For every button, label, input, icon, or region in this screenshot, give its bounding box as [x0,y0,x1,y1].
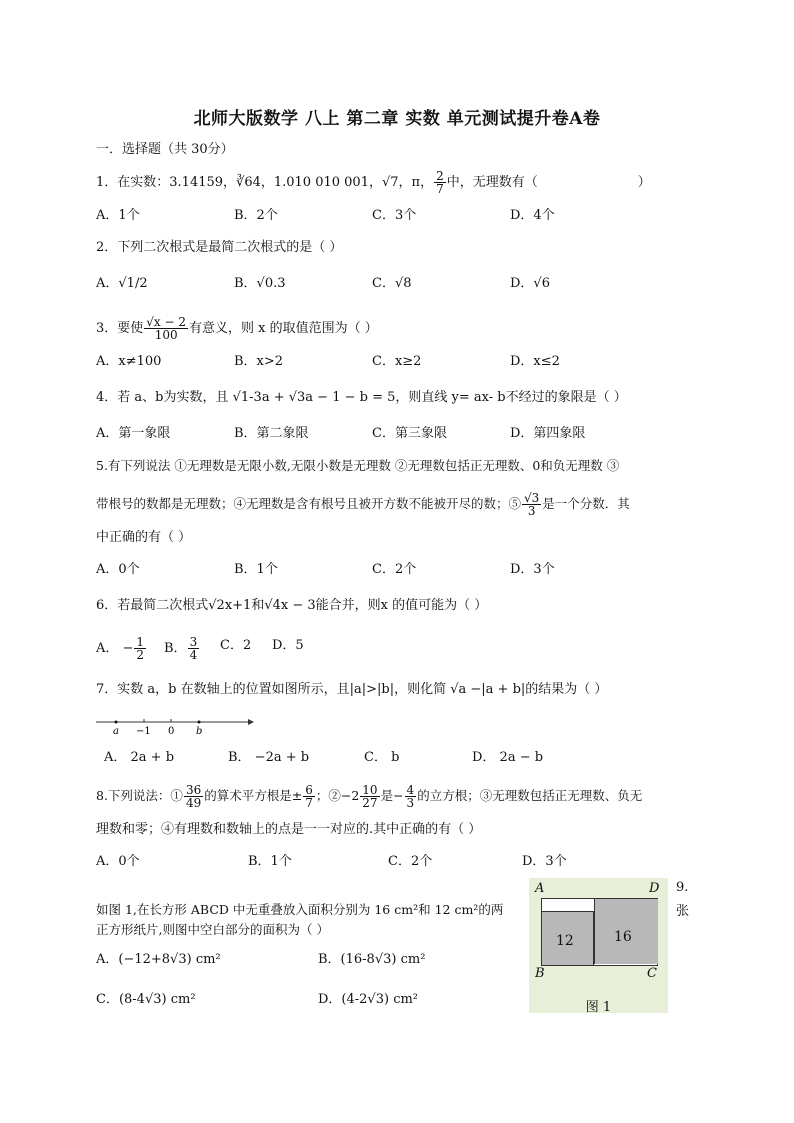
question-1 [96,170,698,195]
rectangle-abcd [541,898,658,966]
option-a[interactable]: A． 2a + b [104,750,175,765]
question-9-line-1: 如图 1,在长方形 ABCD 中无重叠放入面积分别为 16 cm²和 12 cm²的两 [96,902,504,917]
q5-fraction: $\frac{√3}{3}$ [524,491,540,518]
option-b[interactable]: B．1个 [234,562,278,577]
option-a[interactable]: A．0个 [96,854,140,869]
q1-text: ，1.010 010 001， [260,175,382,190]
option-a[interactable]: A．0个 [96,562,140,577]
option-d[interactable]: D．第四象限 [510,426,586,441]
page-title: 北师大版数学 八上 第二章 实数 单元测试提升卷A卷 [193,109,601,129]
option-b[interactable]: B．2个 [234,208,278,223]
q1-text: 中，无理数有（ [446,175,538,190]
option-d[interactable]: D．(4-2√3) cm² [318,992,419,1007]
q9-number: 9. [676,880,689,895]
q4-options [96,424,696,444]
option-b[interactable]: B．1个 [248,854,292,869]
q8-fraction: $\frac{10}{27}$ [362,783,378,810]
q1-text: ，π， [398,175,434,190]
q6-options [96,635,696,662]
q1-cbrt: ∛64 [236,175,261,190]
option-c[interactable]: C．x≥2 [372,354,422,369]
option-b[interactable]: B．x>2 [234,354,284,369]
option-a[interactable]: A．(−12+8√3) cm² [96,952,221,967]
q7-options [104,748,704,768]
question-2: 2．下列二次根式是最简二次根式的是（ ） [96,240,343,255]
corner-d-label: D [649,881,660,896]
option-c[interactable]: C．3个 [372,208,417,223]
q5-text: 是一个分数．其 [542,496,630,511]
q1-text: ） [637,175,651,190]
option-a[interactable]: A．第一象限 [96,426,171,441]
option-a[interactable]: A．x≠100 [96,354,162,369]
question-5-line-3: 中正确的有（ ） [96,530,192,545]
figure-caption: 图 1 [585,1000,612,1015]
area-12-label: 12 [556,933,574,949]
number-line-diagram [96,712,256,742]
option-c[interactable]: C．2个 [372,562,417,577]
q3-text: 3．要使 [96,321,144,336]
question-6: 6．若最简二次根式√2x+1和√4x − 3能合并，则x 的值可能为（ ） [96,598,488,613]
q8-options [96,852,696,872]
section-heading: 一．选择题（共 30分） [96,142,234,157]
option-b[interactable]: B．√0.3 [234,276,286,291]
q8-fraction: $\frac{4}{3}$ [406,783,415,810]
option-b[interactable]: B． −2a + b [228,750,310,765]
option-d[interactable]: D．x≤2 [510,354,560,369]
option-c[interactable]: C．2个 [388,854,433,869]
corner-b-label: B [535,966,545,981]
option-c[interactable]: C．2 [220,638,252,653]
option-d[interactable]: D．3个 [510,562,555,577]
q1-options [96,206,696,226]
option-c[interactable]: C．√8 [372,276,412,291]
axis-label-b: b [196,726,203,737]
option-d[interactable]: D．√6 [510,276,550,291]
q5-text: 带根号的数都是无理数；④无理数是含有根号且被开方数不能被开尽的数；⑤ [96,496,522,511]
question-8-line-1: 8.下列说法：① $\frac{36}{49}$ 的算术平方根是± $\frac{6}{7}$ ；②−2 $\frac{10}{27}$ 是− $\frac{4}{3}$ 的立方根；③无理数包括正无理数、负无 [96,783,643,810]
option-c[interactable]: C．第三象限 [372,426,447,441]
q3-options [96,352,696,372]
corner-c-label: C [647,966,657,981]
q3-text: 有意义，则 x 的取值范围为（ ） [189,321,378,336]
q3-fraction: $\frac{√x - 2}{100}$ [146,315,187,342]
q1-fraction: $\frac{2}{7}$ [436,169,444,196]
axis-label-neg1: −1 [136,726,151,737]
question-5-line-1: 5.有下列说法 ①无理数是无限小数,无限小数是无理数 ②无理数包括正无理数、0和负无理数 ③ [96,458,620,473]
q1-sqrt7: √7 [381,175,399,190]
question-5-line-2 [96,492,698,517]
option-d[interactable]: D．5 [272,638,304,653]
option-d[interactable]: D． 2a − b [472,750,544,765]
question-9-line-2: 正方形纸片,则图中空白部分的面积为（ ） [96,922,329,937]
axis-label-a: a [113,726,119,737]
area-16-label: 16 [614,929,632,945]
q8-fraction: $\frac{6}{7}$ [305,783,313,810]
corner-a-label: A [535,881,545,896]
option-b[interactable]: B．(16-8√3) cm² [318,952,426,967]
axis-label-zero: 0 [168,726,175,737]
option-a[interactable]: A．√1/2 [96,276,148,291]
option-a[interactable]: A． − $\frac{1}{2}$ [96,635,145,662]
option-a[interactable]: A．1个 [96,208,140,223]
question-3 [96,316,698,341]
question-8-line-2: 理数和零；④有理数和数轴上的点是一一对应的.其中正确的有（ ） [96,822,482,837]
q8-fraction: $\frac{36}{49}$ [185,783,202,810]
option-c[interactable]: C． b [364,750,400,765]
q1-text: 1．在实数：3.14159， [96,175,237,190]
q9-continuation: 张 [676,904,690,919]
q5-options [96,560,696,580]
question-4: 4．若 a、b为实数，且 √1-3a + √3a − 1 − b = 5，则直线 y= ax- b不经过的象限是（ ） [96,390,627,405]
option-b[interactable]: B．第二象限 [234,426,309,441]
option-b[interactable]: B． $\frac{3}{4}$ [164,635,198,662]
question-7: 7．实数 a，b 在数轴上的位置如图所示，且|a|>|b|，则化简 √a −|a + b|的结果为（ ） [96,682,608,697]
option-d[interactable]: D．3个 [522,854,567,869]
figure-1 [529,878,668,1013]
option-c[interactable]: C．(8-4√3) cm² [96,992,196,1007]
option-d[interactable]: D．4个 [510,208,555,223]
q2-options [96,274,696,294]
